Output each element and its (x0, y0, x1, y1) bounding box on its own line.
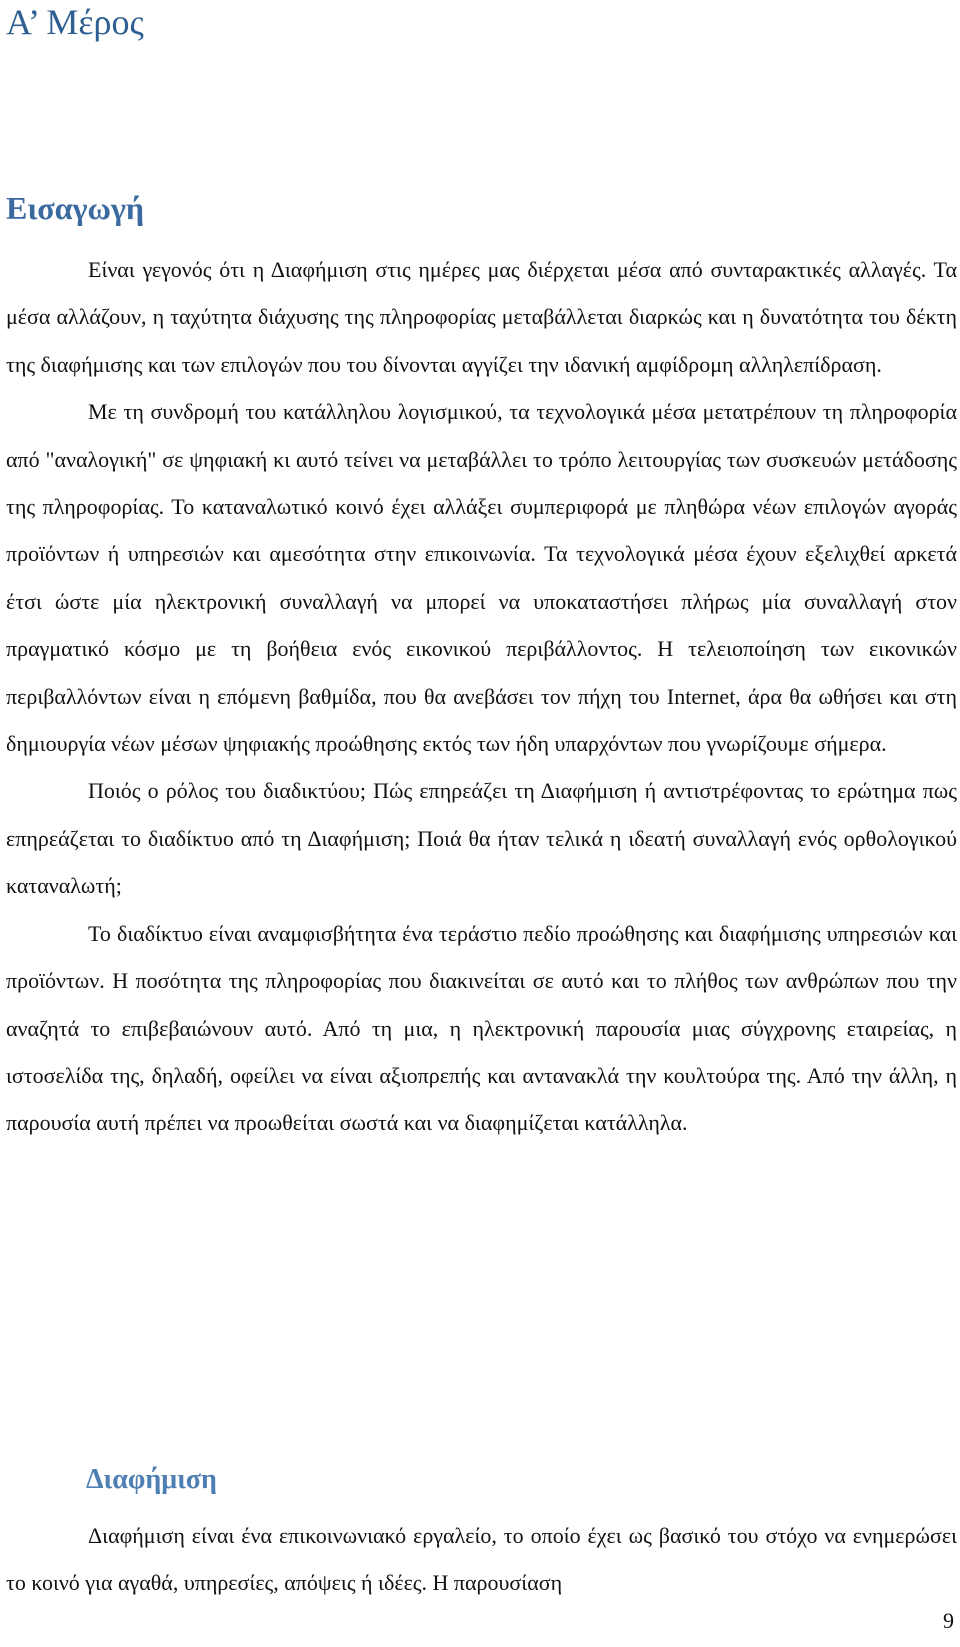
advertising-body (6, 1512, 957, 1607)
paragraph: Είναι γεγονός ότι η Διαφήμιση στις ημέρες μας διέρχεται μέσα από συνταρακτικές αλλαγές. Τα μέσα αλλάζουν, η ταχύτητα διάχυσης της πληροφορίας μεταβάλλεται διαρκώς και η δυνατότητα του δέκτη της διαφήμισης και των επιλογών που του δίνονται αγγίζει την ιδανική αμφίδρομη αλληλεπίδραση. (6, 257, 957, 377)
section-heading-introduction: Εισαγωγή (6, 190, 145, 226)
paragraph: Το διαδίκτυο είναι αναμφισβήτητα ένα τεράστιο πεδίο προώθησης και διαφήμισης υπηρεσιών και προϊόντων. Η ποσότητα της πληροφορίας που διακινείται σε αυτό και το πλήθος των ανθρώπων που την αναζητά το επιβεβαιώνουν αυτό. Από τη μια, η ηλεκτρονική παρουσία μιας σύγχρονης εταιρείας, η ιστοσελίδα της, δηλαδή, οφείλει να είναι αξιοπρεπής και αντανακλά την κουλτούρα της. Από την άλλη, η παρουσία αυτή πρέπει να προωθείται σωστά και να διαφημίζεται κατάλληλα. (6, 920, 957, 1136)
paragraph: Με τη συνδρομή του κατάλληλου λογισμικού, τα τεχνολογικά μέσα μετατρέπουν τη πληροφορία από "αναλογική" σε ψηφιακή κι αυτό τείνει να μεταβάλλει το τρόπο λειτουργίας των συσκευών μετάδοσης της πληροφορίας. Το καταναλωτικό κοινό έχει αλλάξει συμπεριφορά με πληθώρα νέων επιλογών αγοράς προϊόντων ή υπηρεσιών και αμεσότητα στην επικοινωνία. Τα τεχνολογικά μέσα έχουν εξελιχθεί αρκετά έτσι ώστε μία ηλεκτρονική συναλλαγή να μπορεί να υποκαταστήσει πλήρως μία συναλλαγή στον πραγματικό κόσμο με τη βοήθεια ενός εικονικού περιβάλλοντος. Η τελειοποίηση των εικονικών περιβαλλόντων είναι η επόμενη βαθμίδα, που θα ανεβάσει τον πήχη του Internet, άρα θα ωθήσει και στη δημιουργία νέων μέσων ψηφιακής προώθησης εκτός των ήδη υπαρχόντων που γνωρίζουμε σήμερα. (6, 399, 957, 757)
part-title: Α’ Μέρος (6, 2, 144, 42)
section-heading-advertising: Διαφήμιση (86, 1464, 217, 1495)
page-number: 9 (943, 1608, 954, 1633)
introduction-body (6, 246, 957, 1147)
paragraph: Διαφήμιση είναι ένα επικοινωνιακό εργαλείο, το οποίο έχει ως βασικό του στόχο να ενημερώσει το κοινό για αγαθά, υπηρεσίες, απόψεις ή ιδέες. Η παρουσίαση (6, 1523, 957, 1596)
paragraph: Ποιός ο ρόλος του διαδικτύου; Πώς επηρεάζει τη Διαφήμιση ή αντιστρέφοντας το ερώτημα πως επηρεάζεται το διαδίκτυο από τη Διαφήμιση; Ποιά θα ήταν τελικά η ιδεατή συναλλαγή ενός ορθολογικού καταναλωτή; (6, 778, 957, 899)
